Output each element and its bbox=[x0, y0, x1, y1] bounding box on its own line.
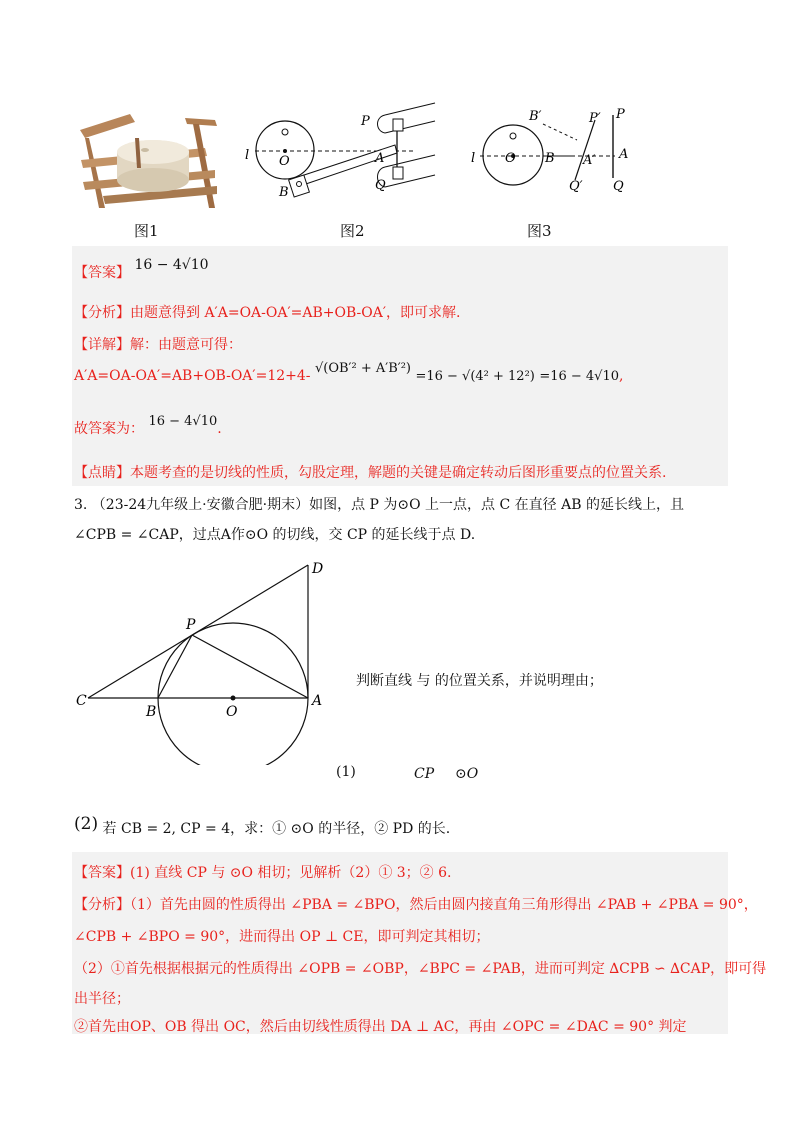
figure-1-caption: 图1 bbox=[134, 222, 159, 240]
problem3-line1: 3. （23-24九年级上·安徽合肥·期末）如图，点 P 为⊙O 上一点，点 C 在直径 AB 的延长线上，且 bbox=[74, 497, 684, 513]
equation-sqrt: √(OB′² + A′B′²) bbox=[314, 361, 411, 376]
fig-label-C: C bbox=[76, 693, 87, 709]
figure-2-diagram bbox=[235, 95, 440, 215]
conclusion-text: 故答案为： bbox=[74, 421, 144, 437]
figure-2-caption: 图2 bbox=[340, 222, 365, 240]
prev-conclusion: 故答案为： 16 − 4√10. bbox=[74, 414, 222, 437]
solution3-analysis-line4: 出半径； bbox=[74, 991, 130, 1007]
fig2-label-O: O bbox=[279, 154, 290, 169]
conclusion-value: 16 − 4√10 bbox=[148, 414, 218, 429]
solution3-analysis-line1: （1）首先由圆的性质得出 ∠PBA = ∠BPO，然后由圆内接直角三角形得出 ∠PAB + ∠PBA = 90°， bbox=[130, 897, 758, 913]
figure-3-diagram bbox=[465, 100, 645, 210]
equation-mid: =16 − √(4² + 12²) bbox=[415, 369, 535, 384]
fig3-label-P: P bbox=[616, 107, 625, 122]
fig2-label-Q: Q bbox=[375, 178, 386, 193]
solution3-analysis bbox=[74, 894, 758, 914]
question1-text: 判断直线 与 的位置关系，并说明理由； bbox=[356, 673, 603, 689]
solution3-analysis-line5: ②首先由OP、OB 得出 OC，然后由切线性质得出 DA ⊥ AC，再由 ∠OPC = ∠DAC = 90° 判定 bbox=[74, 1019, 687, 1035]
prev-equation: A′A=OA-OA′=AB+OB-OA′=12+4- √(OB′² + A′B′²) =16 − √(4² + 12²) =16 − 4√10, bbox=[74, 361, 624, 384]
fig-label-B: B bbox=[146, 704, 157, 720]
figure-3-caption: 图3 bbox=[527, 222, 552, 240]
solution3-analysis-line3: （2）①首先根据根据元的性质得出 ∠OPB = ∠OBP，∠BPC = ∠PAB，进而可判定 ∆CPB ∽ ∆CAP，即可得 bbox=[74, 961, 767, 977]
fig3-label-Q: Q bbox=[613, 179, 624, 194]
equation-end: =16 − 4√10 bbox=[539, 369, 620, 384]
fig2-label-P: P bbox=[361, 114, 370, 129]
solution3-analysis-line2: ∠CPB + ∠BPO = 90°，进而得出 OP ⊥ CE，即可判定其相切； bbox=[74, 929, 490, 945]
problem3-line2: ∠CPB = ∠CAP，过点A作⊙O 的切线，交 CP 的延长线于点 D. bbox=[74, 527, 476, 543]
fig-label-O: O bbox=[226, 704, 238, 720]
solution3-analysis-tag: 【分析】 bbox=[74, 897, 130, 913]
prev-detail bbox=[74, 334, 242, 354]
solution3-answer-tag: 【答案】 bbox=[74, 865, 130, 881]
detail-tag: 【详解】 bbox=[74, 337, 130, 353]
analysis-text: 由题意得到 A′A=OA-OA′=AB+OB-OA′，即可求解. bbox=[130, 305, 461, 321]
fig2-label-B: B bbox=[279, 185, 289, 200]
fig3-label-l: l bbox=[471, 151, 476, 166]
comment-tag: 【点睛】 bbox=[74, 465, 130, 481]
fig3-label-O: O bbox=[505, 151, 516, 166]
prev-analysis bbox=[74, 302, 461, 322]
figure-1-photo bbox=[75, 108, 225, 216]
solution3-answer bbox=[74, 862, 452, 882]
question2-number: (2) bbox=[74, 814, 99, 834]
fig3-label-B: B bbox=[545, 151, 555, 166]
fig3-label-Aprime: A′ bbox=[583, 153, 596, 168]
solution3-answer-text: (1) 直线 CP 与 ⊙O 相切；见解析（2）① 3；② 6. bbox=[130, 865, 452, 881]
answer-value: 16 − 4√10 bbox=[134, 257, 209, 273]
fig2-label-l: l bbox=[245, 148, 250, 163]
detail-text: 解：由题意可得： bbox=[130, 337, 242, 353]
question1-number: (1) bbox=[336, 764, 356, 780]
fig2-label-A: A bbox=[375, 151, 385, 166]
question2 bbox=[74, 814, 451, 838]
question2-text: 若 CB = 2, CP = 4，求：① ⊙O 的半径，② PD 的长. bbox=[102, 821, 451, 837]
fig3-label-Pprime: P′ bbox=[589, 111, 601, 126]
question1-circle-o: ⊙O bbox=[455, 766, 479, 782]
prev-answer bbox=[74, 257, 209, 282]
fig-label-D: D bbox=[312, 561, 324, 577]
fig-label-P: P bbox=[186, 617, 196, 633]
fig-label-A: A bbox=[312, 693, 323, 709]
prev-comment bbox=[74, 462, 666, 482]
analysis-tag: 【分析】 bbox=[74, 305, 130, 321]
answer-tag: 【答案】 bbox=[74, 265, 130, 281]
fig3-label-A: A bbox=[619, 147, 629, 162]
question1-cp: CP bbox=[414, 766, 435, 782]
fig3-label-Qprime: Q′ bbox=[569, 179, 583, 194]
equation-lhs: A′A=OA-OA′=AB+OB-OA′=12+4- bbox=[74, 368, 311, 384]
comment-text: 本题考查的是切线的性质，勾股定理，解题的关键是确定转动后图形重要点的位置关系. bbox=[130, 465, 667, 481]
problem3-figure bbox=[76, 555, 346, 765]
fig3-label-Bprime: B′ bbox=[529, 109, 542, 124]
